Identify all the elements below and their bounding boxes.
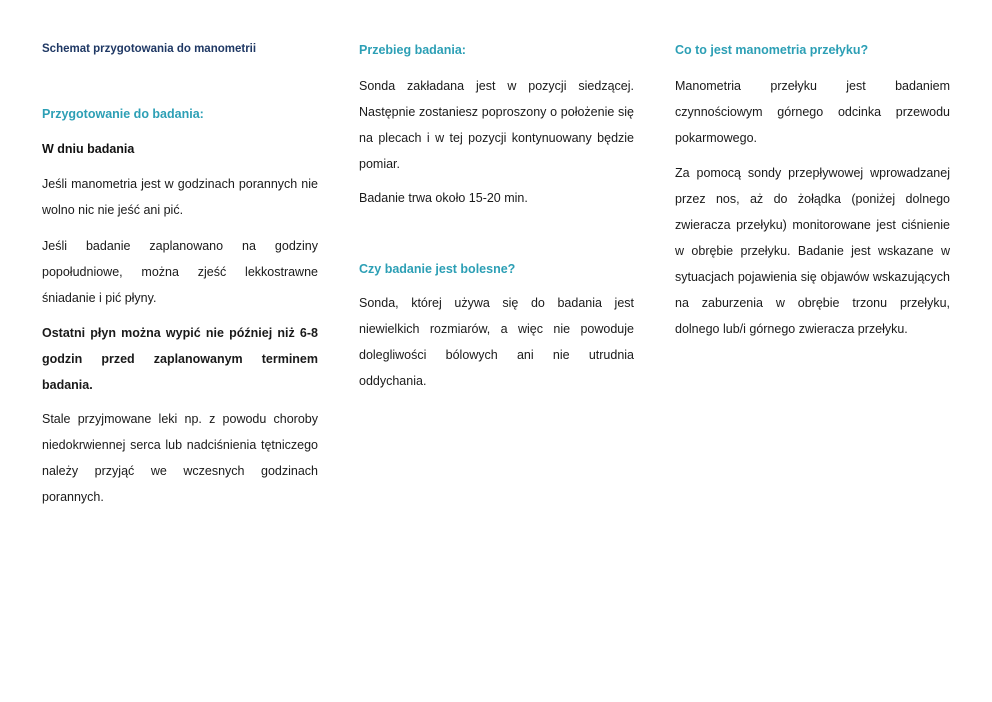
- duration-paragraph: Badanie trwa około 15-20 min.: [359, 191, 528, 205]
- medication-paragraph: Stale przyjmowane leki np. z powodu choroby niedokrwiennej serca lub nadciśnienia tętniczego należy przyjąć we wczesnych godzinach porannych.: [42, 412, 318, 504]
- document-title: Schemat przygotowania do manometrii: [42, 43, 257, 55]
- pain-heading: Czy badanie jest bolesne?: [359, 262, 516, 276]
- last-fluid-paragraph: Ostatni płyn można wypić nie później niż 6-8 godzin przed zaplanowanym terminem badania.: [42, 326, 318, 392]
- preparation-heading: Przygotowanie do badania:: [42, 107, 204, 121]
- morning-exam-paragraph: Jeśli manometria jest w godzinach porannych nie wolno nic nie jeść ani pić.: [42, 177, 318, 217]
- procedure-heading: Przebieg badania:: [359, 43, 466, 57]
- definition-paragraph: Manometria przełyku jest badaniem czynnościowym górnego odcinka przewodu pokarmowego.: [675, 79, 950, 145]
- pain-paragraph: Sonda, której używa się do badania jest niewielkich rozmiarów, a więc nie powoduje dolegliwości bólowych ani nie utrudnia oddychania.: [359, 296, 634, 388]
- procedure-paragraph: Sonda zakładana jest w pozycji siedzącej. Następnie zostaniesz poproszony o położenie się na plecach i w tej pozycji kontynuowany będzie pomiar.: [359, 79, 634, 171]
- exam-day-subheading: W dniu badania: [42, 142, 135, 156]
- definition-heading: Co to jest manometria przełyku?: [675, 43, 869, 57]
- afternoon-exam-paragraph: Jeśli badanie zaplanowano na godziny popołudniowe, można zjeść lekkostrawne śniadanie i pić płyny.: [42, 239, 318, 305]
- method-paragraph: Za pomocą sondy przepływowej wprowadzanej przez nos, aż do żołądka (poniżej dolnego zwieracza przełyku) monitorowane jest ciśnienie w obrębie przełyku. Badanie jest wskazane w sytuacjach pojawienia się objawów wskazujących na zaburzenia w obrębie trzonu przełyku, dolnego lub/i górnego zwieracza przełyku.: [675, 166, 950, 336]
